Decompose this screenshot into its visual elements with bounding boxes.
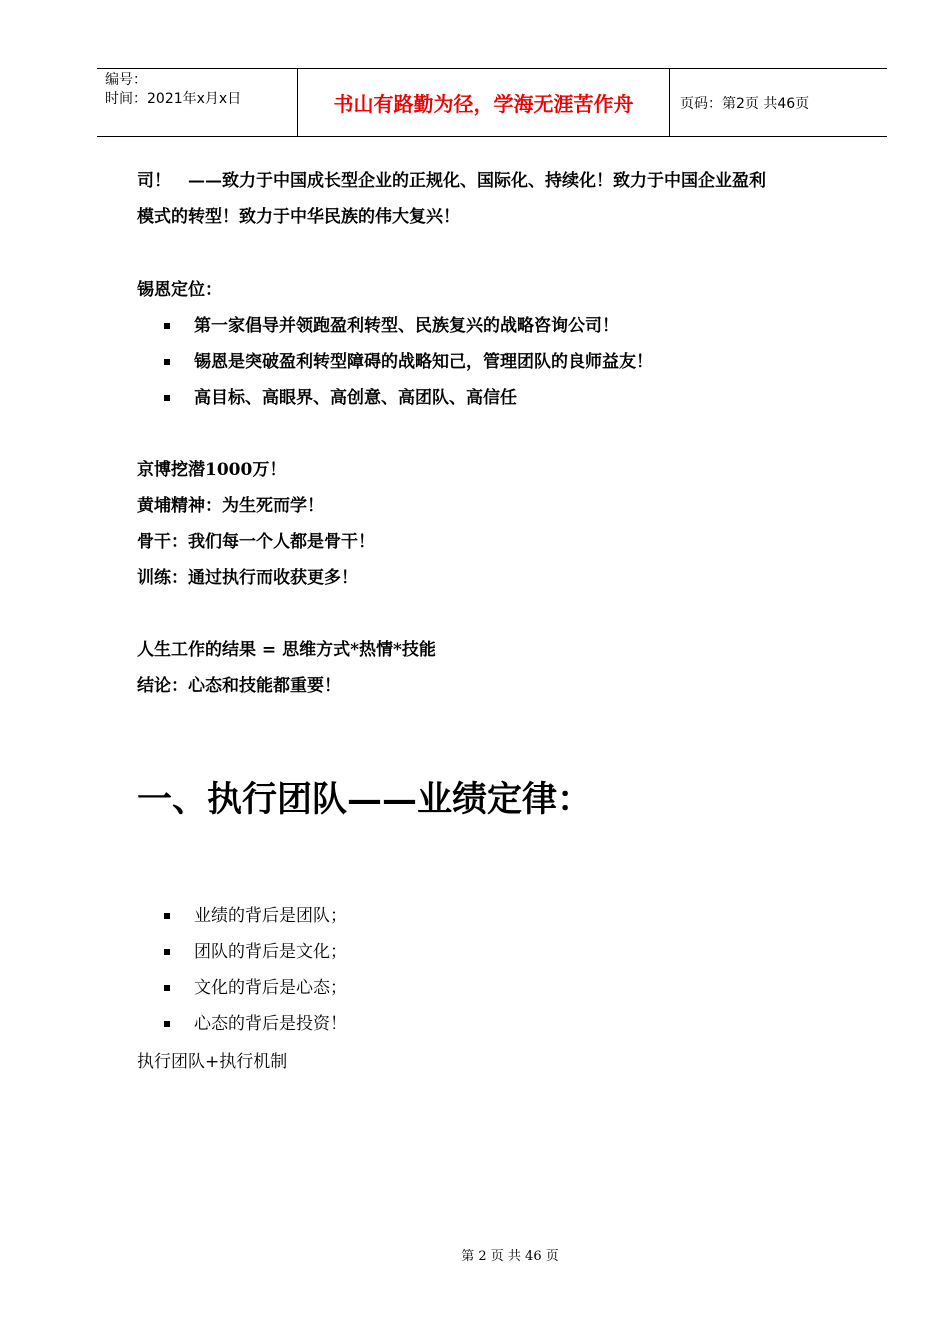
square-bullet-icon <box>164 359 170 365</box>
execution-summary: 执行团队+执行机制 <box>137 1052 288 1072</box>
motto-line: 黄埔精神：为生死而学！ <box>137 496 324 516</box>
list-item: 业绩的背后是团队； <box>164 898 347 934</box>
page-footer: 第 2 页 共 46 页 <box>461 1249 559 1264</box>
list-item: 团队的背后是文化； <box>164 934 347 970</box>
intro-paragraph <box>137 163 857 235</box>
intro-line: 模式的转型！致力于中华民族的伟大复兴！ <box>137 207 460 227</box>
mottos-block <box>137 452 375 596</box>
square-bullet-icon <box>164 323 170 329</box>
list-item: 心态的背后是投资！ <box>164 1006 347 1042</box>
header-page-info: 页码：第2页 共46页 <box>680 95 810 112</box>
square-bullet-icon <box>164 1021 170 1027</box>
list-item: 锡恩是突破盈利转型障碍的战略知己，管理团队的良师益友！ <box>164 344 653 380</box>
date-line: 时间：2021年x月x日 <box>105 91 242 107</box>
positioning-list <box>164 308 653 416</box>
square-bullet-icon <box>164 913 170 919</box>
list-item: 第一家倡导并领跑盈利转型、民族复兴的战略咨询公司！ <box>164 308 653 344</box>
number-label: 编号： <box>105 72 147 88</box>
conclusion-line: 结论：心态和技能都重要！ <box>137 676 341 696</box>
motto-line: 京博挖潜1000万！ <box>137 460 287 480</box>
list-item: 文化的背后是心态； <box>164 970 347 1006</box>
formula-line: 人生工作的结果 = 思维方式*热情*技能 <box>137 640 436 660</box>
square-bullet-icon <box>164 985 170 991</box>
square-bullet-icon <box>164 395 170 401</box>
performance-list <box>164 898 347 1042</box>
header-motto: 书山有路勤为径，学海无涯苦作舟 <box>298 69 670 136</box>
page-header <box>97 68 887 137</box>
section-heading: 一、执行团队——业绩定律： <box>137 779 593 820</box>
square-bullet-icon <box>164 949 170 955</box>
formula-block <box>137 632 436 704</box>
intro-line: 司！ ——致力于中国成长型企业的正规化、国际化、持续化！致力于中国企业盈利 <box>137 171 766 191</box>
header-meta <box>97 69 298 136</box>
motto-line: 训练：通过执行而收获更多！ <box>137 568 358 588</box>
positioning-title: 锡恩定位： <box>137 280 222 300</box>
motto-line: 骨干：我们每一个人都是骨干！ <box>137 532 375 552</box>
list-item: 高目标、高眼界、高创意、高团队、高信任 <box>164 380 653 416</box>
